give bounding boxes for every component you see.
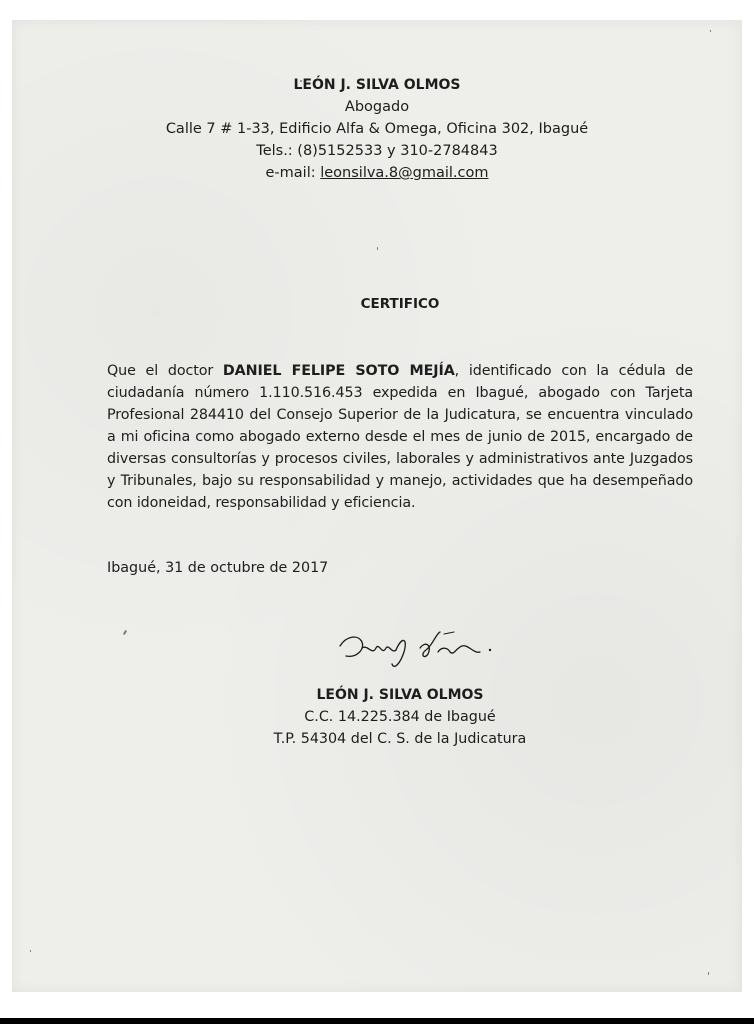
paper-speck bbox=[123, 630, 127, 635]
heading-certifico: CERTIFICO bbox=[360, 296, 440, 312]
email-link[interactable]: leonsilva.8@gmail.com bbox=[320, 165, 489, 181]
paper-speck bbox=[710, 30, 711, 32]
letterhead-phones: Tels.: (8)5152533 y 310-2784843 bbox=[256, 143, 498, 159]
person-name: DANIEL FELIPE SOTO MEJÍA bbox=[222, 363, 455, 379]
paper-speck bbox=[708, 972, 709, 975]
letterhead-address: Calle 7 # 1-33, Edificio Alfa & Omega, Oficina 302, Ibagué bbox=[165, 121, 589, 137]
signature-block bbox=[0, 684, 754, 750]
paper-speck bbox=[30, 950, 31, 952]
signer-tp: T.P. 54304 del C. S. de la Judicatura bbox=[273, 731, 527, 747]
paper-speck bbox=[377, 247, 378, 250]
signer-id: C.C. 14.225.384 de Ibagué bbox=[304, 709, 496, 725]
scan-bottom-border bbox=[0, 1018, 754, 1024]
letterhead-name: LEÓN J. SILVA OLMOS bbox=[293, 77, 461, 93]
letterhead-title: Abogado bbox=[344, 99, 410, 115]
date-line: Ibagué, 31 de octubre de 2017 bbox=[107, 560, 329, 576]
letterhead-email-line bbox=[0, 162, 754, 184]
signer-name: LEÓN J. SILVA OLMOS bbox=[316, 687, 484, 703]
email-label: e-mail: bbox=[265, 165, 321, 181]
certificate-body bbox=[107, 360, 693, 514]
letterhead bbox=[0, 74, 754, 184]
handwritten-signature bbox=[332, 626, 512, 676]
body-intro: Que el doctor bbox=[107, 363, 223, 379]
body-text: , identificado con la cédula de ciudadanía número 1.110.516.453 expedida en Ibagué, abogado con Tarjeta Profesional 284410 del Consejo Superior de la Judicatura, se encuentra vinculado a mi oficina como abogado externo desde el mes de junio de 2015, encargado de diversas consultorías y procesos civiles, laborales y administrativos ante Juzgados y Tribunales, bajo su responsabilidad y manejo, actividades que ha desempeñado con idoneidad, responsabilidad y eficiencia. bbox=[107, 363, 694, 511]
